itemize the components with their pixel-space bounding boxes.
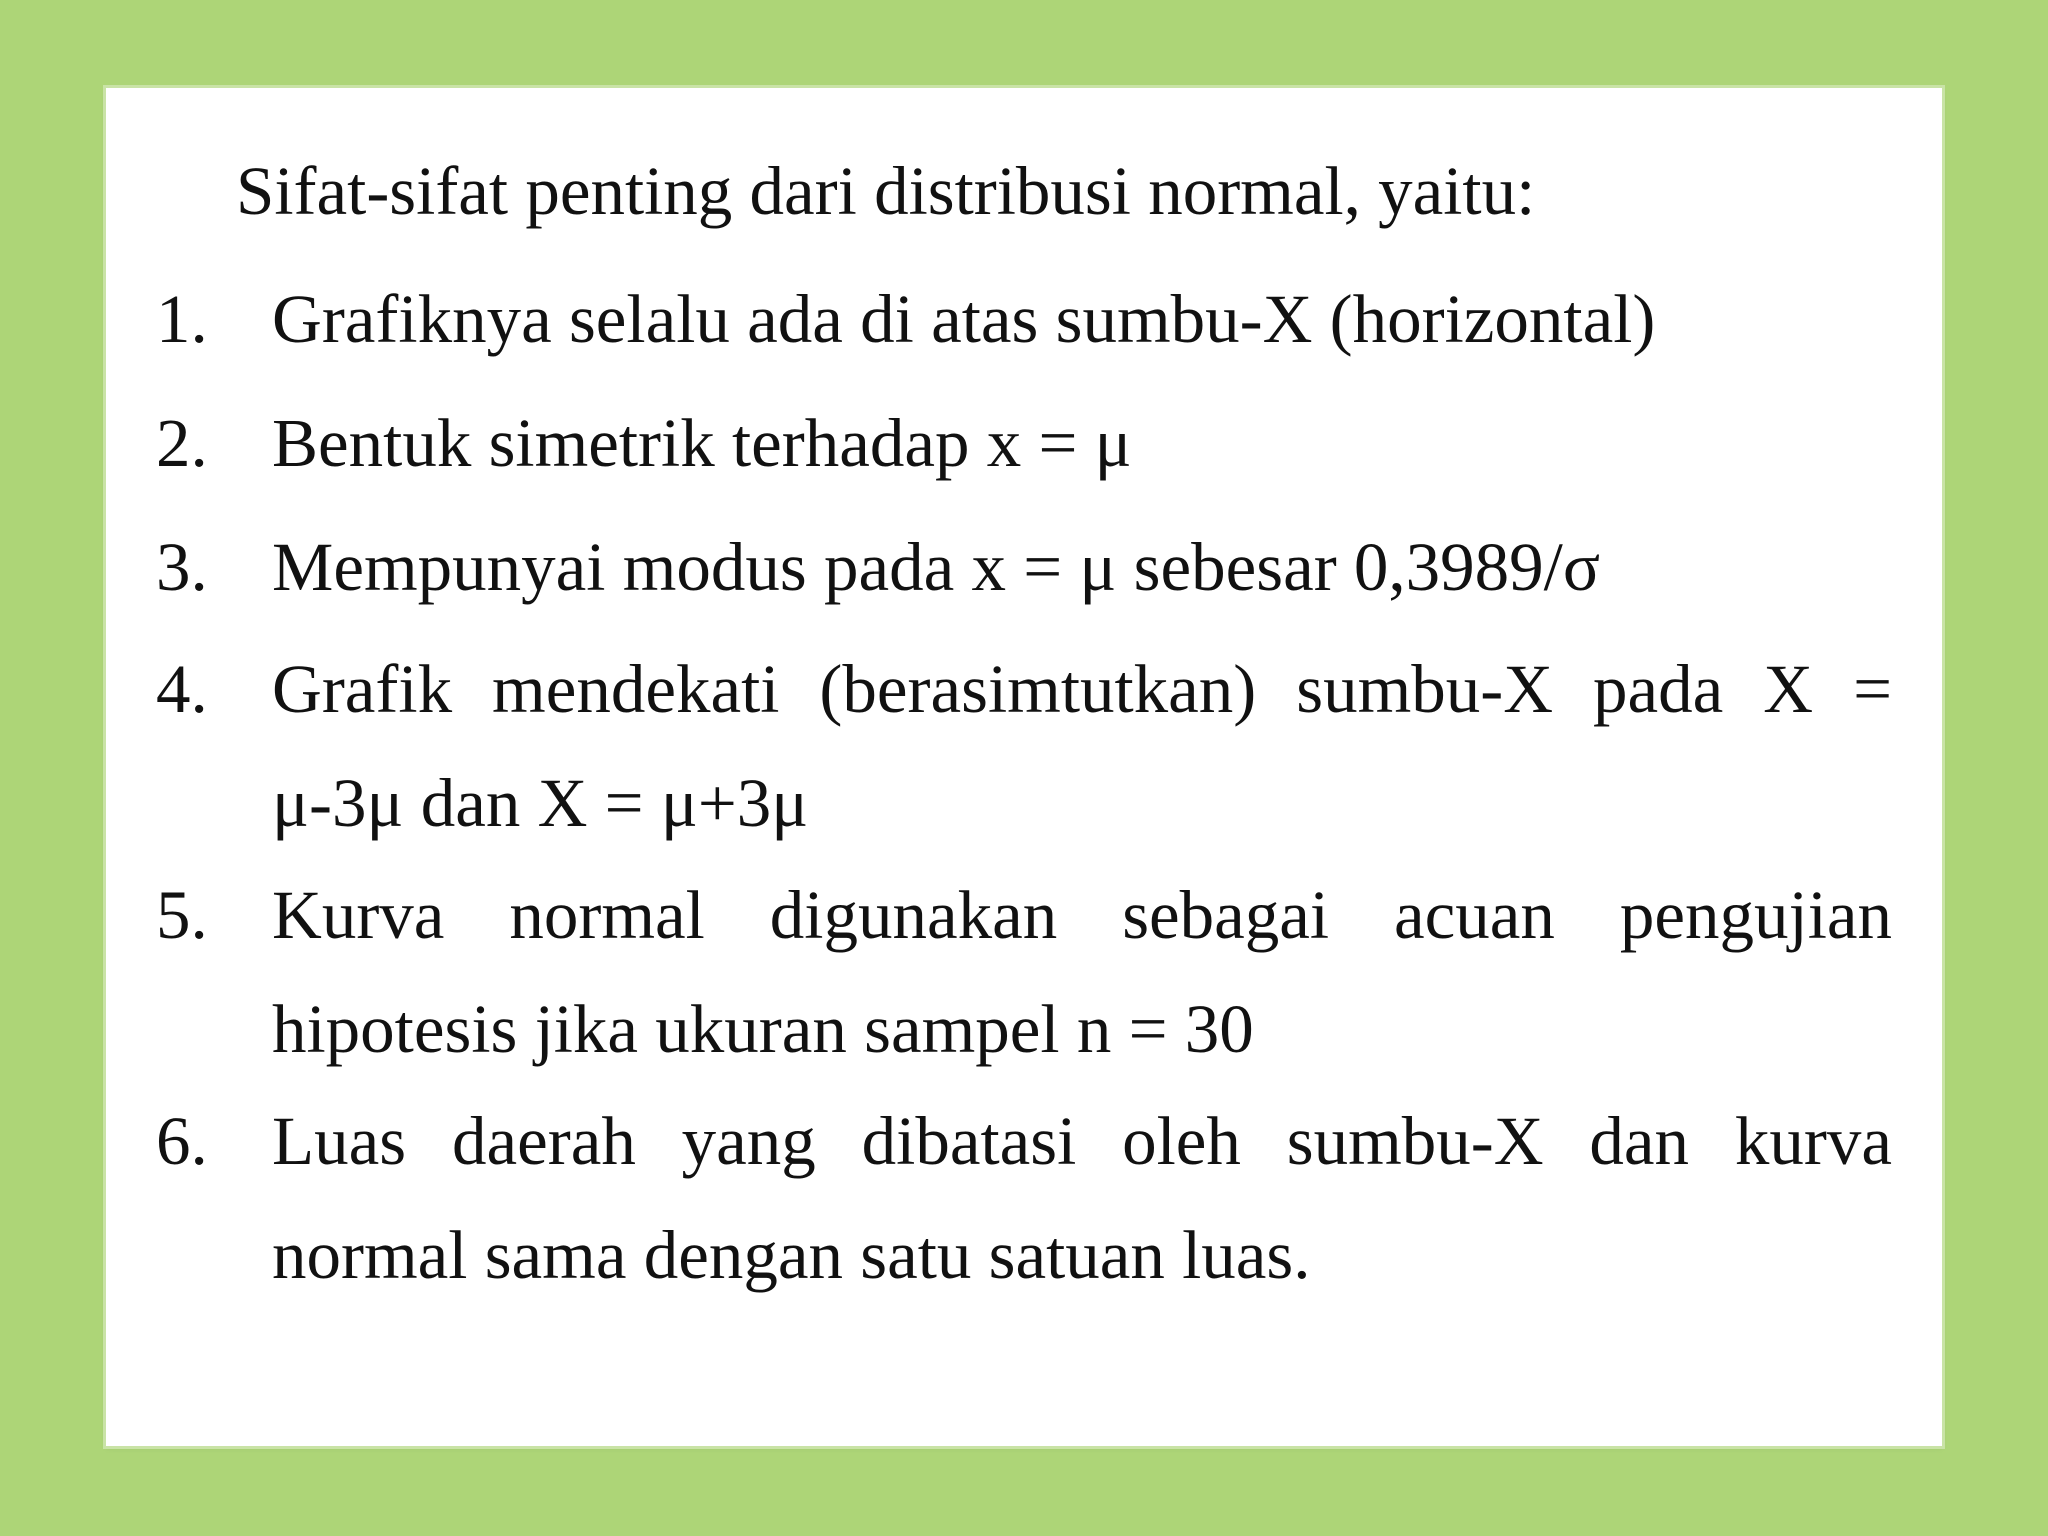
list-item-6 — [156, 1084, 1892, 1312]
list-text: Grafik mendekati (berasimtutkan) sumbu-X pada X = μ-3μ dan X = μ+3μ — [272, 651, 1892, 841]
list-text: Bentuk simetrik terhadap x = μ — [272, 405, 1132, 481]
list-text: Grafiknya selalu ada di atas sumbu-X (horizontal) — [272, 281, 1656, 357]
list-text: Kurva normal digunakan sebagai acuan pengujian hipotesis jika ukuran sampel n = 30 — [272, 877, 1892, 1067]
list-item-4 — [156, 632, 1892, 860]
list-text: Mempunyai modus pada x = μ sebesar 0,3989/σ — [272, 529, 1601, 605]
slide-intro: Sifat-sifat penting dari distribusi normal, yaitu: — [236, 153, 1536, 229]
list-text: Luas daerah yang dibatasi oleh sumbu-X dan kurva normal sama dengan satu satuan luas. — [272, 1103, 1892, 1293]
list-number: 5. — [156, 877, 208, 953]
list-number: 3. — [156, 529, 208, 605]
list-item-3 — [156, 510, 1892, 624]
list-number: 6. — [156, 1103, 208, 1179]
list-number: 1. — [156, 281, 208, 357]
list-item-5 — [156, 858, 1892, 1086]
list-item-2 — [156, 386, 1892, 500]
list-number: 2. — [156, 405, 208, 481]
list-item-1 — [156, 262, 1892, 376]
list-number: 4. — [156, 651, 208, 727]
